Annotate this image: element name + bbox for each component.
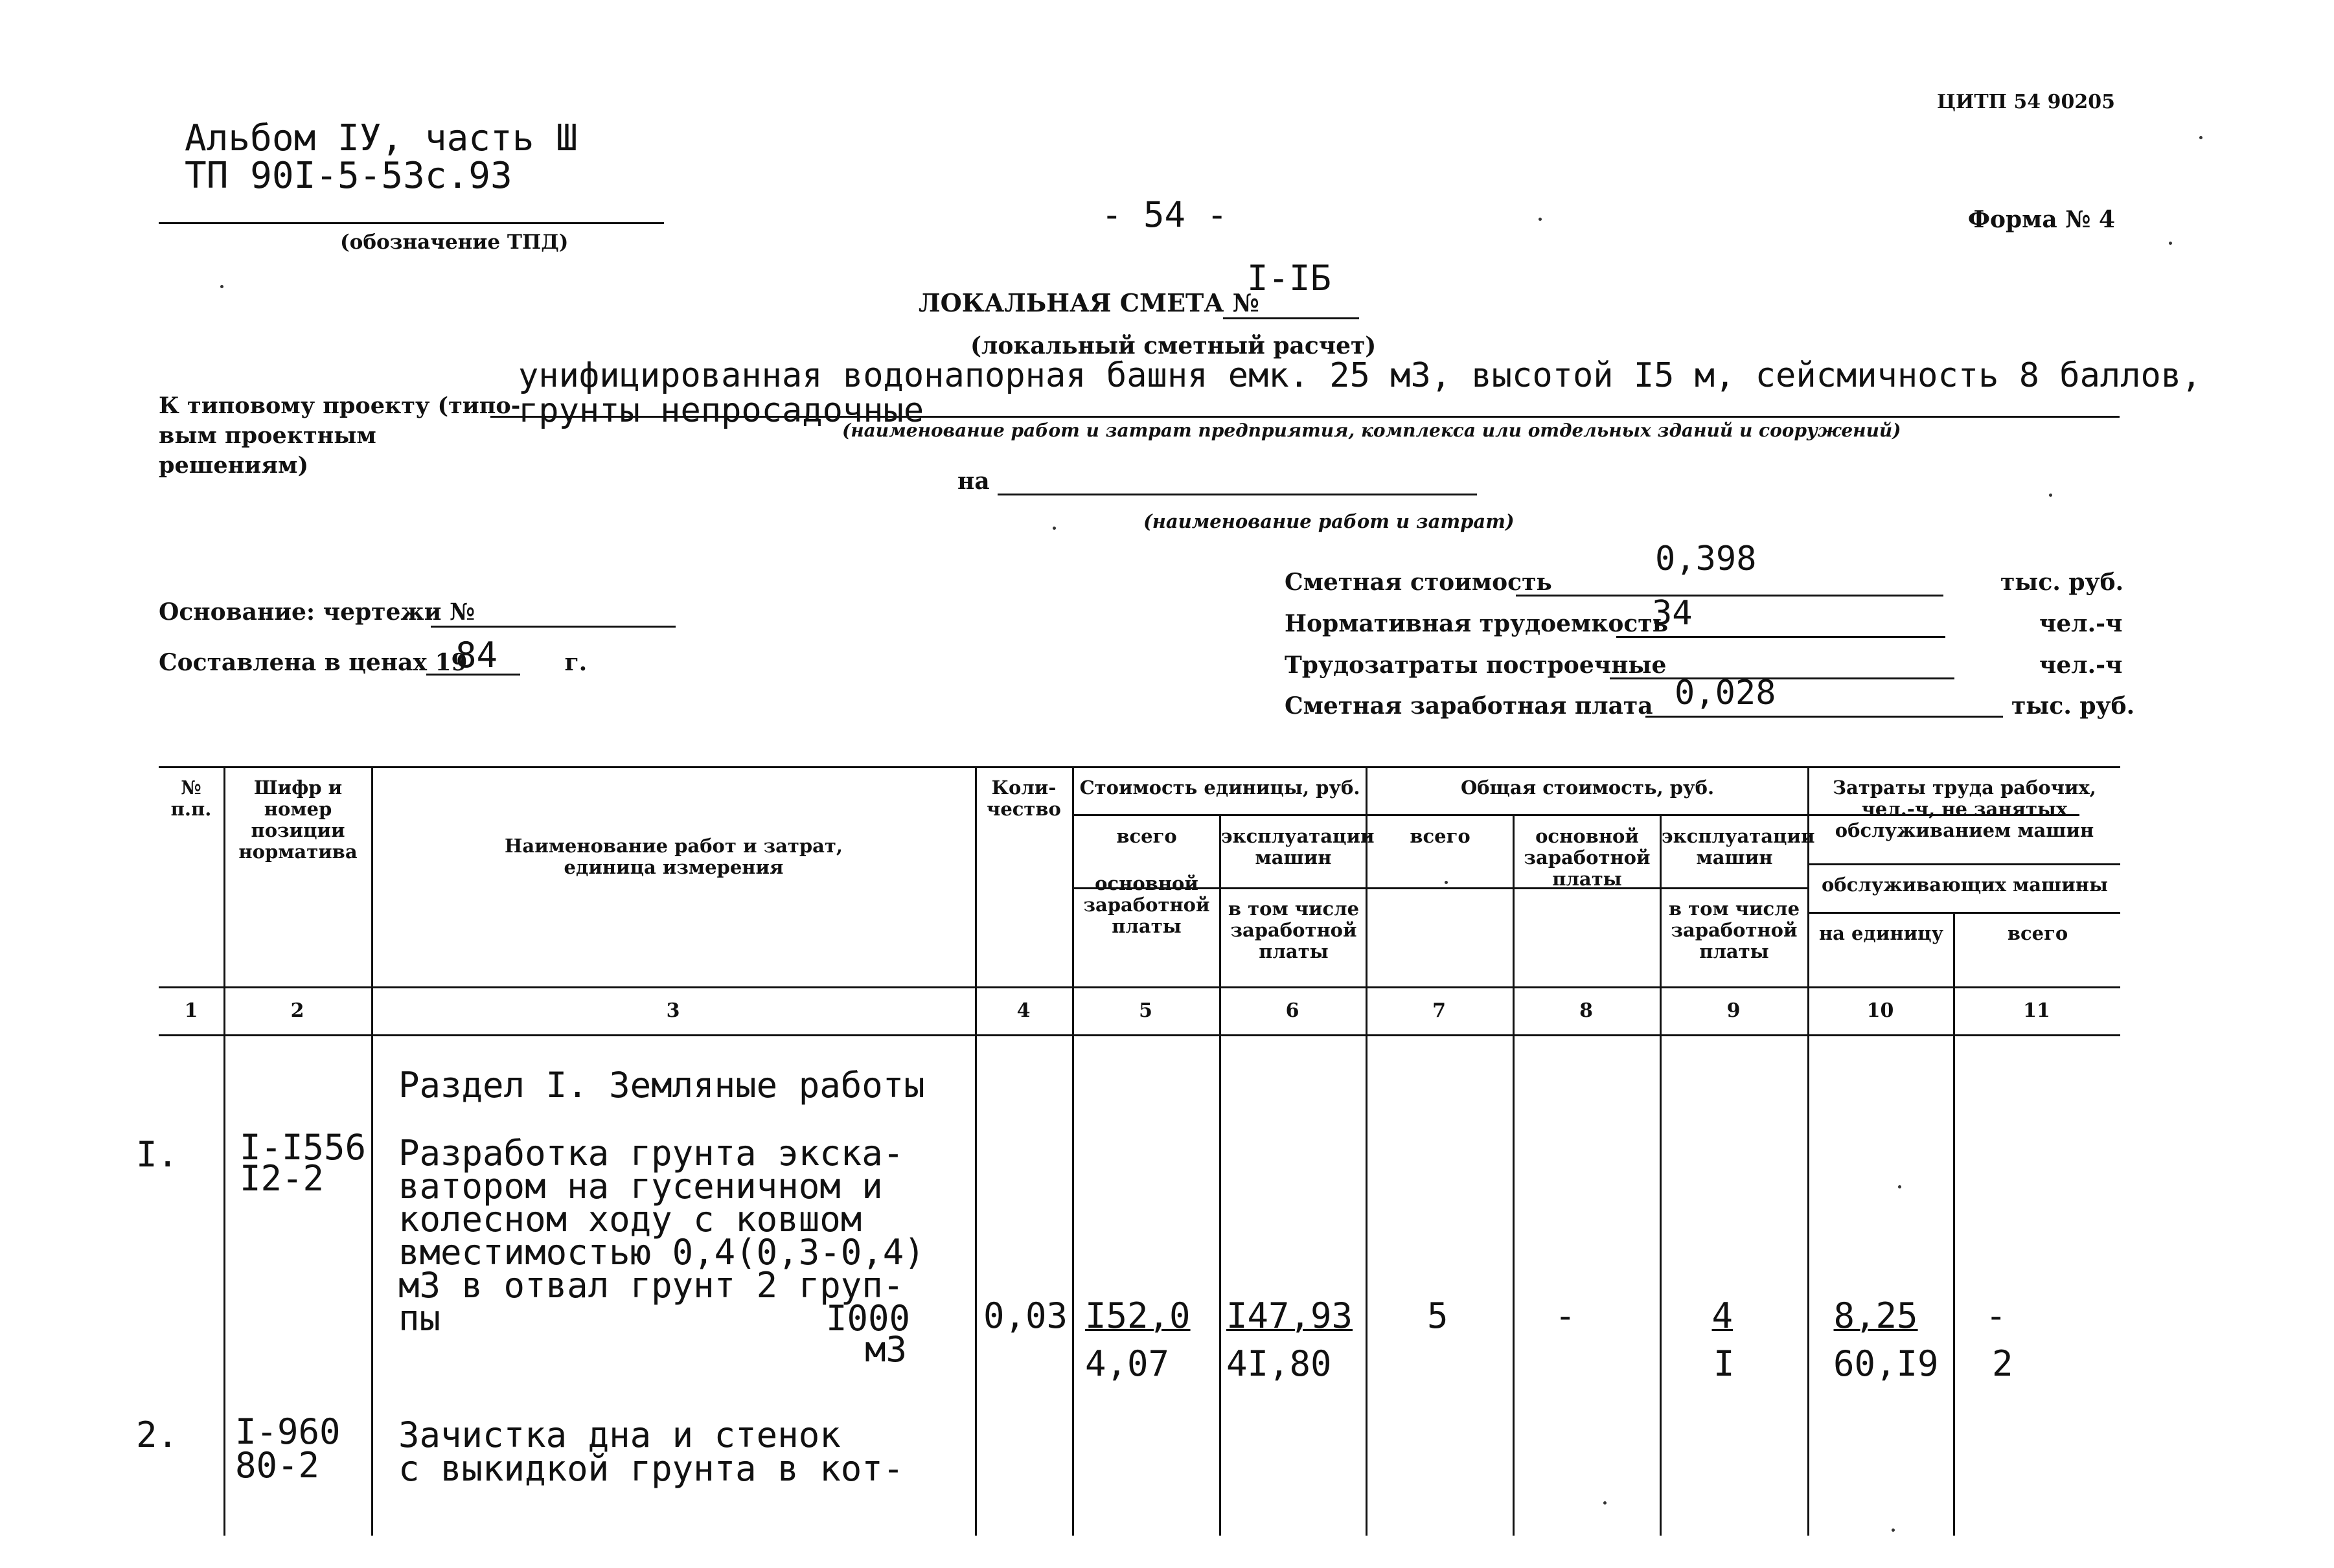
- scan-speck: [220, 285, 223, 288]
- column-numbers-line: [159, 1034, 2120, 1036]
- col-number-11: 11: [2023, 999, 2050, 1022]
- th-labor: Затраты труда рабочих, чел.-ч, не занятых обслуживанием машин: [1833, 777, 2096, 841]
- estimate-number-underline: [1223, 317, 1359, 319]
- row-name: Разработка грунта экска- ватором на гусеничном и колесном ходу с ковшом вместимостью 0,4(0,3-0,4) м3 в отвал грунт 2 груп- пы: [398, 1133, 925, 1339]
- th-total-all: всего: [1410, 825, 1470, 847]
- project-line-1: унифицированная водонапорная башня емк. 25 м3, высотой I5 м, сейсмичность 8 баллов,: [518, 356, 2202, 395]
- col-sep-1: [223, 766, 225, 1536]
- labor-site-underline: [1610, 677, 1954, 679]
- col-sep-8: [1660, 814, 1662, 1536]
- estimate-number: I-IБ: [1247, 258, 1332, 299]
- estimated-cost-label: Сметная стоимость: [1285, 569, 1552, 596]
- estimated-cost-unit: тыс. руб.: [2000, 569, 2124, 596]
- header-line-d: [1807, 912, 2120, 914]
- table-top-line: [159, 766, 2120, 768]
- row-unit-measure: м3: [865, 1329, 908, 1370]
- col-sep-3: [975, 766, 977, 1536]
- drawings-basis-label: Основание: чертежи №: [159, 598, 475, 626]
- th-num: № п.п.: [170, 777, 212, 820]
- prices-year: 84: [455, 635, 498, 676]
- row-labor-per-unit-top: 8,25: [1833, 1295, 1918, 1336]
- th-unit-total: всего: [1116, 825, 1177, 847]
- labor-norm-label: Нормативная трудоемкость: [1285, 610, 1668, 637]
- col-number-7: 7: [1432, 999, 1446, 1022]
- wages-value: 0,028: [1675, 674, 1776, 712]
- project-caption: (наименование работ и затрат предприятия, комплекса или отдельных зданий и сооружений): [842, 420, 1901, 441]
- row-labor-per-unit-bottom: 60,I9: [1833, 1343, 1939, 1384]
- col-sep-2: [371, 766, 373, 1536]
- header-bottom-line: [159, 986, 2120, 988]
- project-label: К типовому проекту (типо- вым проектным решениям): [159, 392, 521, 479]
- row-total-wage: -: [1555, 1295, 1576, 1336]
- th-name: Наименование работ и затрат, единица измерения: [505, 835, 843, 878]
- scan-speck: [1445, 881, 1448, 884]
- tpd-label: (обозначение ТПД): [340, 231, 569, 254]
- estimate-subtitle: (локальный сметный расчет): [970, 332, 1377, 359]
- na-caption: (наименование работ и затрат): [1143, 510, 1515, 532]
- prices-prefix: Составлена в ценах 19: [159, 649, 468, 676]
- th-total-incl-wage: в том числе заработной платы: [1668, 898, 1800, 962]
- scan-speck: [2169, 242, 2172, 245]
- scan-speck: [1898, 1185, 1901, 1188]
- na-label: на: [957, 468, 990, 495]
- labor-norm-unit: чел.-ч: [2039, 610, 2123, 637]
- col-sep-7: [1513, 814, 1515, 1536]
- album-line-1: Альбом IУ, часть Ш: [185, 117, 578, 159]
- estimate-title: ЛОКАЛЬНАЯ СМЕТА №: [919, 288, 1259, 317]
- th-unit-machines: эксплуатации машин: [1221, 825, 1375, 869]
- th-unit-cost: Стоимость единицы, руб.: [1079, 777, 1360, 799]
- section-title: Раздел I. Земляные работы: [398, 1065, 925, 1106]
- project-line-2: грунты непросадочные: [518, 391, 924, 430]
- labor-site-label: Трудозатраты построечные: [1285, 652, 1667, 679]
- na-underline: [998, 494, 1477, 495]
- row-code: I-I556 I2-2: [240, 1127, 367, 1199]
- col-number-5: 5: [1139, 999, 1152, 1022]
- document-code: ЦИТП 54 90205: [1937, 91, 2115, 113]
- labor-norm-value: 34: [1652, 594, 1693, 633]
- row-number: I.: [136, 1134, 179, 1175]
- scan-speck: [1603, 1501, 1607, 1505]
- col-number-9: 9: [1726, 999, 1741, 1022]
- scan-speck: [2199, 136, 2202, 139]
- col-number-1: 1: [184, 999, 198, 1022]
- row-labor-total-top: -: [1985, 1295, 2007, 1336]
- wages-unit: тыс. руб.: [2011, 692, 2135, 720]
- th-labor-machines: обслуживающих машины: [1821, 874, 2109, 896]
- row-unit-total: I52,0: [1085, 1295, 1191, 1336]
- row-unit-wage: 4,07: [1085, 1343, 1170, 1384]
- row-total-machine-wage: I: [1713, 1343, 1735, 1384]
- th-unit-incl-wage: в том числе заработной платы: [1228, 898, 1360, 962]
- labor-norm-underline: [1616, 636, 1945, 638]
- th-unit-base-wage: основной заработной платы: [1083, 872, 1210, 937]
- row-number: 2.: [136, 1415, 179, 1455]
- col-sep-4: [1072, 766, 1074, 1536]
- col-number-8: 8: [1579, 999, 1593, 1022]
- col-sep-5: [1219, 814, 1221, 1536]
- col-number-4: 4: [1016, 999, 1031, 1022]
- row-code: I-960 80-2: [235, 1411, 341, 1486]
- row-total-machines: 4: [1711, 1295, 1733, 1336]
- col-number-3: 3: [666, 999, 680, 1022]
- row-quantity: 0,03: [983, 1295, 1068, 1336]
- row-labor-total-bottom: 2: [1992, 1343, 2013, 1384]
- estimated-cost-value: 0,398: [1655, 540, 1757, 578]
- estimated-cost-underline: [1516, 595, 1943, 597]
- scan-speck: [2049, 494, 2052, 497]
- header-line-b: [1807, 863, 2120, 865]
- tpd-underline: [159, 222, 664, 224]
- wages-label: Сметная заработная плата: [1285, 692, 1653, 720]
- col-number-10: 10: [1866, 999, 1894, 1022]
- form-number: Форма № 4: [1967, 206, 2115, 233]
- wages-underline: [1645, 716, 2003, 718]
- project-underline: [490, 416, 2120, 418]
- album-line-2: ТП 90I-5-53с.93: [185, 155, 512, 197]
- page-number: - 54 -: [1101, 194, 1228, 235]
- drawings-basis-underline: [431, 626, 676, 628]
- scan-speck: [1539, 218, 1542, 221]
- row-unit-number: I000: [826, 1298, 911, 1339]
- th-labor-per-unit: на единицу: [1818, 922, 1944, 944]
- album-designation: [185, 117, 578, 197]
- prices-year-underline: [426, 674, 520, 676]
- scan-speck: [1892, 1528, 1895, 1532]
- prices-basis: [159, 649, 587, 676]
- th-labor-total: всего: [2007, 922, 2068, 944]
- col-number-6: 6: [1285, 999, 1299, 1022]
- th-total-base-wage: основной заработной платы: [1524, 825, 1651, 890]
- th-total-machines: эксплуатации машин: [1662, 825, 1815, 869]
- row-total: 5: [1427, 1295, 1448, 1336]
- th-total-cost: Общая стоимость, руб.: [1460, 777, 1715, 799]
- col-sep-6: [1366, 766, 1367, 1536]
- th-qty: Коли- чество: [987, 777, 1061, 820]
- col-number-2: 2: [290, 999, 304, 1022]
- prices-suffix: г.: [564, 649, 588, 676]
- row-unit-machines: I47,93: [1226, 1295, 1353, 1336]
- th-code: Шифр и номер позиции норматива: [238, 777, 358, 863]
- scan-speck: [1053, 527, 1056, 530]
- row-unit-machine-wage: 4I,80: [1226, 1343, 1332, 1384]
- row-name: Зачистка дна и стенок с выкидкой грунта в кот-: [398, 1415, 904, 1489]
- labor-site-unit: чел.-ч: [2039, 652, 2123, 679]
